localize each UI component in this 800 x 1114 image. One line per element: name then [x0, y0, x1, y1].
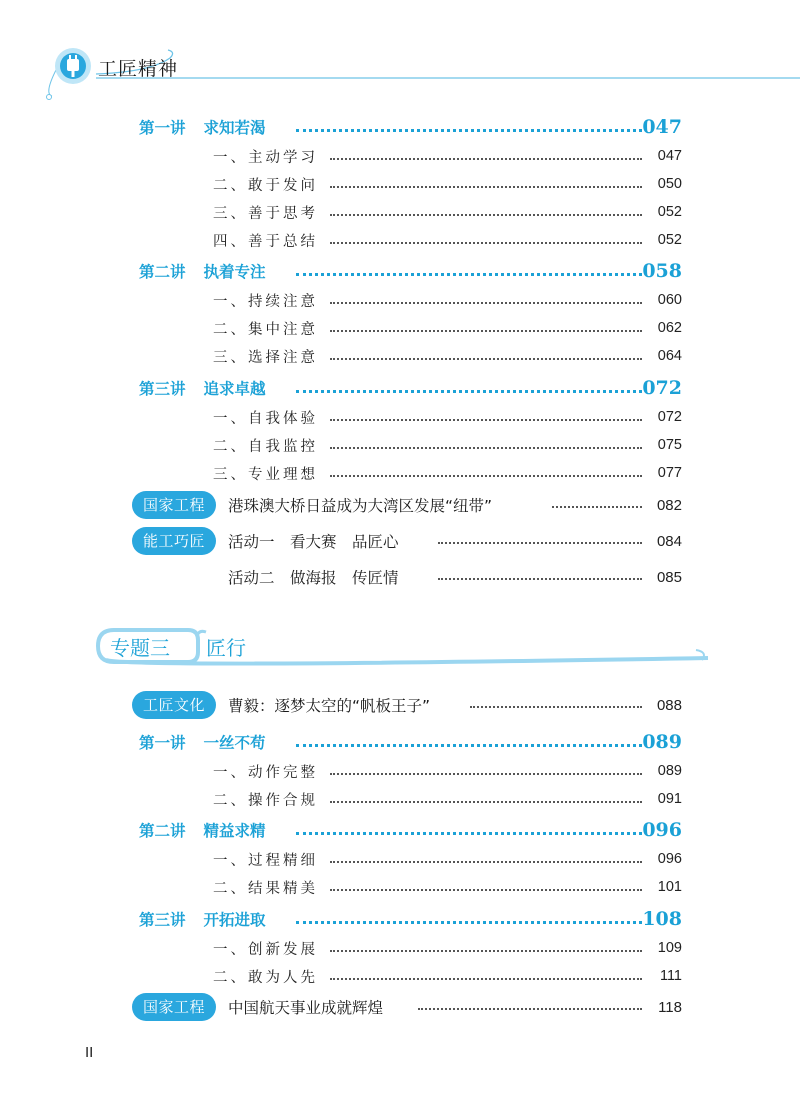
- feature-title: 中国航天事业成就辉煌: [228, 999, 384, 1017]
- list-item[interactable]: [0, 199, 800, 225]
- list-item[interactable]: [0, 846, 800, 872]
- lecture-page: 108: [642, 908, 682, 930]
- leader-dots: [330, 358, 642, 360]
- leader-dots: [330, 186, 642, 188]
- page-number: II: [85, 1044, 94, 1061]
- item-label: 三、专业理想: [213, 466, 318, 483]
- topic-label: 专题三: [110, 636, 170, 660]
- feature-row[interactable]: [0, 562, 800, 592]
- leader-dots: [330, 950, 642, 952]
- list-item[interactable]: [0, 404, 800, 430]
- item-page: 052: [657, 232, 682, 248]
- item-label: 二、集中注意: [213, 321, 318, 338]
- item-label: 一、自我体验: [213, 410, 318, 427]
- activity-title: 活动二 做海报 传匠情: [228, 569, 399, 587]
- leader-dots: [296, 832, 642, 835]
- item-page: 064: [657, 348, 682, 364]
- lecture-row[interactable]: [0, 114, 800, 140]
- activity-page: 084: [656, 532, 682, 550]
- lecture-page: 047: [642, 116, 682, 138]
- item-label: 一、持续注意: [213, 293, 318, 310]
- leader-dots: [330, 889, 642, 891]
- wrench-plug-icon: [54, 47, 92, 85]
- culture-tag: 工匠文化: [132, 691, 216, 719]
- item-page: 089: [657, 763, 682, 779]
- leader-dots: [296, 744, 642, 747]
- header-decoration: [0, 0, 800, 100]
- item-page: 109: [657, 940, 682, 956]
- lecture-heading: 第三讲 开拓进取: [139, 910, 266, 929]
- list-item[interactable]: [0, 143, 800, 169]
- lecture-row[interactable]: [0, 375, 800, 401]
- leader-dots: [296, 390, 642, 393]
- leader-dots: [438, 578, 642, 580]
- lecture-heading: 第一讲 求知若渴: [139, 118, 266, 137]
- list-item[interactable]: [0, 758, 800, 784]
- craft-tag: 能工巧匠: [132, 527, 216, 555]
- item-label: 二、敢于发问: [213, 177, 318, 194]
- topic-banner: [96, 626, 708, 666]
- leader-dots: [330, 978, 642, 980]
- feature-page: 088: [656, 696, 682, 714]
- page-header: [0, 0, 800, 100]
- lecture-page: 096: [642, 819, 682, 841]
- activity-title: 活动一 看大赛 品匠心: [228, 533, 399, 551]
- leader-dots: [330, 330, 642, 332]
- feature-page: 082: [656, 496, 682, 514]
- list-item[interactable]: [0, 935, 800, 961]
- leader-dots: [330, 861, 642, 863]
- list-item[interactable]: [0, 963, 800, 989]
- lecture-page: 058: [642, 260, 682, 282]
- lecture-heading: 第二讲 执着专注: [139, 262, 266, 281]
- leader-dots: [330, 773, 642, 775]
- feature-title: 港珠澳大桥日益成为大湾区发展“纽带”: [228, 497, 493, 515]
- item-label: 一、创新发展: [213, 941, 318, 958]
- topic-banner-decoration: [96, 626, 708, 666]
- list-item[interactable]: [0, 315, 800, 341]
- item-label: 二、操作合规: [213, 792, 318, 809]
- item-page: 091: [657, 791, 682, 807]
- list-item[interactable]: [0, 227, 800, 253]
- item-page: 047: [657, 148, 682, 164]
- item-label: 四、善于总结: [213, 233, 318, 250]
- item-label: 三、善于思考: [213, 205, 318, 222]
- item-page: 096: [657, 851, 682, 867]
- list-item[interactable]: [0, 874, 800, 900]
- item-label: 一、动作完整: [213, 764, 318, 781]
- lecture-page: 089: [642, 731, 682, 753]
- item-label: 一、过程精细: [213, 852, 318, 869]
- leader-dots: [296, 129, 642, 132]
- lecture-heading: 第一讲 一丝不苟: [139, 733, 266, 752]
- leader-dots: [296, 921, 642, 924]
- item-page: 050: [657, 176, 682, 192]
- feature-row[interactable]: [0, 992, 800, 1022]
- item-label: 二、结果精美: [213, 880, 318, 897]
- leader-dots: [330, 475, 642, 477]
- leader-dots: [330, 801, 642, 803]
- list-item[interactable]: [0, 460, 800, 486]
- list-item[interactable]: [0, 287, 800, 313]
- item-page: 060: [657, 292, 682, 308]
- lecture-heading: 第三讲 追求卓越: [139, 379, 266, 398]
- leader-dots: [296, 273, 642, 276]
- item-label: 二、自我监控: [213, 438, 318, 455]
- feature-title: 曹毅：逐梦太空的“帆板王子”: [228, 697, 431, 715]
- list-item[interactable]: [0, 343, 800, 369]
- item-page: 075: [657, 437, 682, 453]
- list-item[interactable]: [0, 432, 800, 458]
- leader-dots: [330, 447, 642, 449]
- leader-dots: [330, 242, 642, 244]
- item-label: 三、选择注意: [213, 349, 318, 366]
- list-item[interactable]: [0, 786, 800, 812]
- item-page: 101: [657, 879, 682, 895]
- leader-dots: [330, 419, 642, 421]
- header-title: 工匠精神: [98, 58, 179, 80]
- topic-title: 匠行: [206, 636, 246, 660]
- national-project-tag: 国家工程: [132, 491, 216, 519]
- feature-row[interactable]: [0, 690, 800, 720]
- feature-page: 118: [658, 998, 682, 1016]
- item-page: 072: [657, 409, 682, 425]
- lecture-row[interactable]: [0, 729, 800, 755]
- leader-dots: [330, 214, 642, 216]
- leader-dots: [330, 302, 642, 304]
- feature-row[interactable]: [0, 526, 800, 556]
- item-page: 111: [659, 968, 682, 984]
- feature-row[interactable]: [0, 490, 800, 520]
- item-label: 二、敢为人先: [213, 969, 318, 986]
- lecture-row[interactable]: [0, 906, 800, 932]
- leader-dots: [438, 542, 642, 544]
- leader-dots: [418, 1008, 642, 1010]
- item-page: 062: [657, 320, 682, 336]
- item-page: 077: [657, 465, 682, 481]
- leader-dots: [330, 158, 642, 160]
- leader-dots: [552, 506, 642, 508]
- item-label: 一、主动学习: [213, 149, 318, 166]
- activity-page: 085: [656, 568, 682, 586]
- lecture-row[interactable]: [0, 258, 800, 284]
- lecture-heading: 第二讲 精益求精: [139, 821, 266, 840]
- leader-dots: [470, 706, 642, 708]
- national-project-tag: 国家工程: [132, 993, 216, 1021]
- lecture-row[interactable]: [0, 817, 800, 843]
- lecture-page: 072: [642, 377, 682, 399]
- item-page: 052: [657, 204, 682, 220]
- list-item[interactable]: [0, 171, 800, 197]
